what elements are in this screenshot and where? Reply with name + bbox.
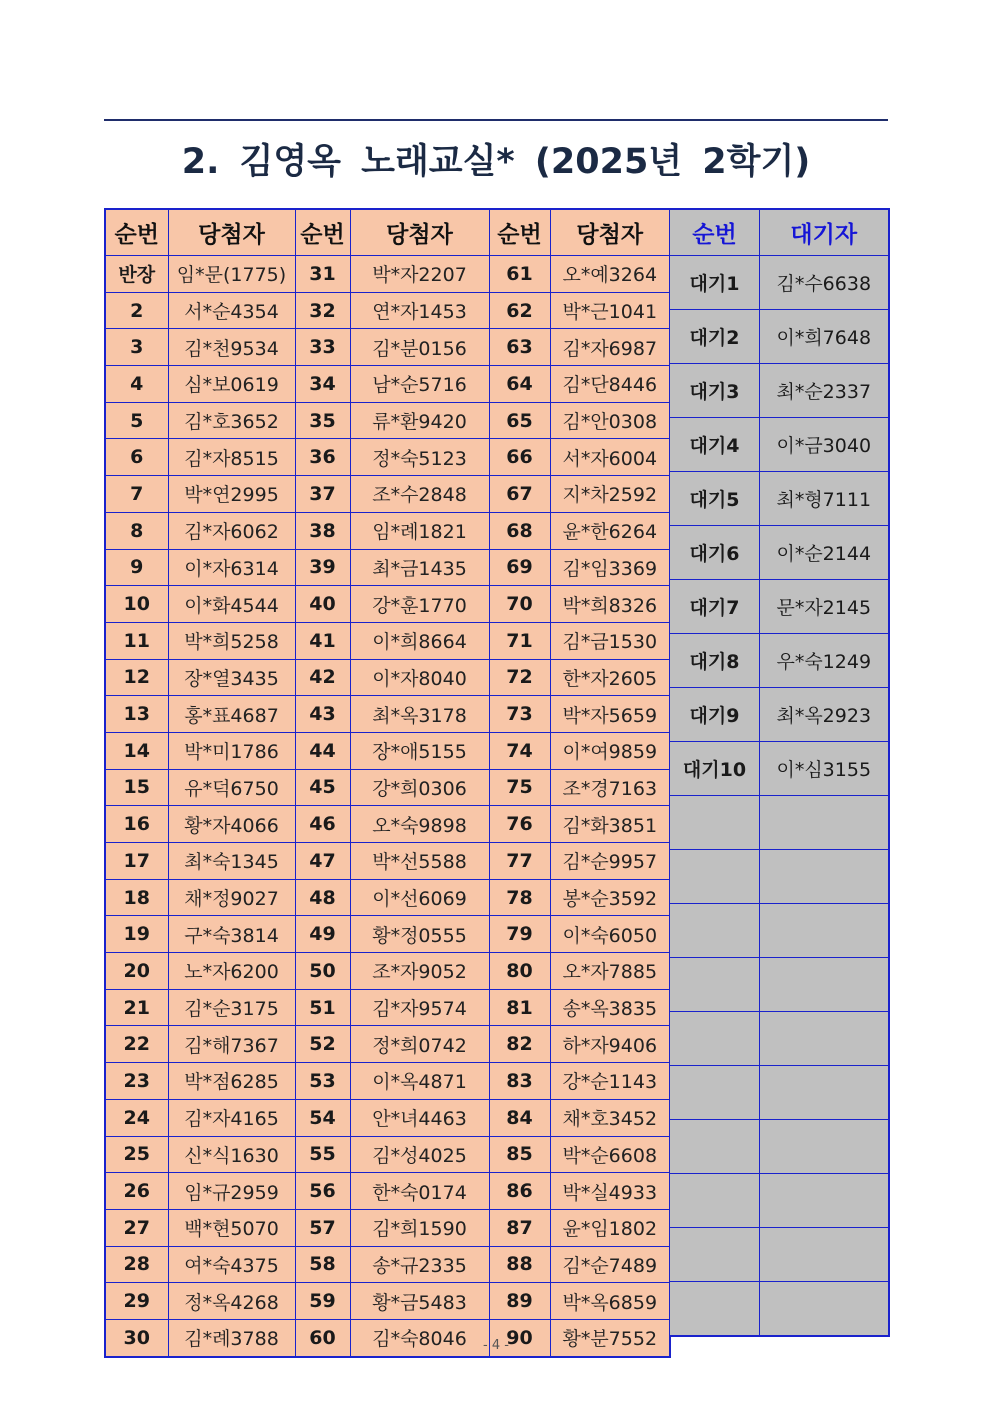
- row-number-cell: 87: [489, 1209, 550, 1246]
- row-number-cell: 44: [295, 732, 350, 769]
- winner-name-cell: 오*예3264: [550, 256, 670, 293]
- row-number-cell: 88: [489, 1246, 550, 1283]
- winner-name-cell: 강*희0306: [350, 769, 489, 806]
- row-number-cell: 13: [105, 696, 168, 733]
- wait-number-cell: [670, 1012, 760, 1066]
- wait-number-cell: [670, 1228, 760, 1282]
- table-row: [105, 329, 670, 366]
- table-row: [105, 256, 670, 293]
- waitlist-row: [670, 472, 889, 526]
- table-row: [105, 586, 670, 623]
- winner-name-cell: 김*해7367: [168, 1026, 295, 1063]
- wait-number-cell: [670, 1282, 760, 1337]
- winner-name-cell: 임*규2959: [168, 1173, 295, 1210]
- winner-name-cell: 조*수2848: [350, 476, 489, 513]
- winner-name-cell: 유*덕6750: [168, 769, 295, 806]
- row-number-cell: 12: [105, 659, 168, 696]
- row-number-cell: 55: [295, 1136, 350, 1173]
- row-number-cell: 11: [105, 622, 168, 659]
- winner-name-cell: 박*근1041: [550, 292, 670, 329]
- winner-name-cell: 김*임3369: [550, 549, 670, 586]
- row-number-cell: 47: [295, 843, 350, 880]
- wait-number-cell: 대기10: [670, 742, 760, 796]
- winner-name-cell: 안*녀4463: [350, 1099, 489, 1136]
- waiter-name-cell: 최*옥2923: [760, 688, 889, 742]
- row-number-cell: 33: [295, 329, 350, 366]
- table-row: [105, 696, 670, 733]
- row-number-cell: 26: [105, 1173, 168, 1210]
- row-number-cell: 64: [489, 366, 550, 403]
- winner-name-cell: 김*호3652: [168, 402, 295, 439]
- winner-name-cell: 채*호3452: [550, 1099, 670, 1136]
- row-number-cell: 54: [295, 1099, 350, 1136]
- wait-number-cell: [670, 850, 760, 904]
- row-number-cell: 31: [295, 256, 350, 293]
- header-winner-2: 당첨자: [350, 209, 489, 256]
- row-number-cell: 14: [105, 732, 168, 769]
- table-row: [105, 402, 670, 439]
- winner-name-cell: 구*숙3814: [168, 916, 295, 953]
- table-row: [105, 476, 670, 513]
- row-number-cell: 73: [489, 696, 550, 733]
- row-number-cell: 63: [489, 329, 550, 366]
- row-number-cell: 30: [105, 1319, 168, 1356]
- waiter-name-cell: 문*자2145: [760, 580, 889, 634]
- winner-name-cell: 최*금1435: [350, 549, 489, 586]
- wait-number-cell: 대기6: [670, 526, 760, 580]
- row-number-cell: 89: [489, 1283, 550, 1320]
- waitlist-row: [670, 688, 889, 742]
- winner-name-cell: 김*자4165: [168, 1099, 295, 1136]
- winner-name-cell: 강*순1143: [550, 1063, 670, 1100]
- waiter-name-cell: 이*순2144: [760, 526, 889, 580]
- winner-name-cell: 봉*순3592: [550, 879, 670, 916]
- row-number-cell: 67: [489, 476, 550, 513]
- row-number-cell: 82: [489, 1026, 550, 1063]
- waitlist-row: [670, 634, 889, 688]
- winner-name-cell: 김*례3788: [168, 1319, 295, 1356]
- wait-number-cell: [670, 1174, 760, 1228]
- row-number-cell: 9: [105, 549, 168, 586]
- winner-name-cell: 정*희0742: [350, 1026, 489, 1063]
- wait-number-cell: 대기3: [670, 364, 760, 418]
- row-number-cell: 20: [105, 953, 168, 990]
- row-number-cell: 61: [489, 256, 550, 293]
- row-number-cell: 39: [295, 549, 350, 586]
- winner-name-cell: 김*금1530: [550, 622, 670, 659]
- row-number-cell: 76: [489, 806, 550, 843]
- row-number-cell: 59: [295, 1283, 350, 1320]
- header-num-2: 순번: [295, 209, 350, 256]
- header-wait-num: 순번: [670, 209, 760, 256]
- table-row: [105, 1283, 670, 1320]
- winner-name-cell: 남*순5716: [350, 366, 489, 403]
- winner-name-cell: 이*여9859: [550, 732, 670, 769]
- row-number-cell: 40: [295, 586, 350, 623]
- waitlist-row: [670, 1282, 889, 1337]
- winner-name-cell: 김*단8446: [550, 366, 670, 403]
- waiter-name-cell: 이*희7648: [760, 310, 889, 364]
- table-row: [105, 1063, 670, 1100]
- table-row: [105, 989, 670, 1026]
- row-number-cell: 24: [105, 1099, 168, 1136]
- row-number-cell: 46: [295, 806, 350, 843]
- winner-name-cell: 서*자6004: [550, 439, 670, 476]
- waitlist-row: [670, 418, 889, 472]
- winner-name-cell: 오*자7885: [550, 953, 670, 990]
- winner-name-cell: 이*옥4871: [350, 1063, 489, 1100]
- row-number-cell: 90: [489, 1319, 550, 1356]
- winner-name-cell: 황*금5483: [350, 1283, 489, 1320]
- winner-name-cell: 최*옥3178: [350, 696, 489, 733]
- winner-name-cell: 이*선6069: [350, 879, 489, 916]
- wait-number-cell: [670, 904, 760, 958]
- wait-number-cell: [670, 1120, 760, 1174]
- row-number-cell: 42: [295, 659, 350, 696]
- winner-name-cell: 심*보0619: [168, 366, 295, 403]
- row-number-cell: 56: [295, 1173, 350, 1210]
- waiter-name-cell: [760, 1228, 889, 1282]
- waitlist-row: [670, 850, 889, 904]
- waiter-name-cell: 우*숙1249: [760, 634, 889, 688]
- row-number-cell: 22: [105, 1026, 168, 1063]
- table-row: [105, 732, 670, 769]
- winner-name-cell: 서*순4354: [168, 292, 295, 329]
- row-number-cell: 68: [489, 512, 550, 549]
- winner-name-cell: 임*례1821: [350, 512, 489, 549]
- row-number-cell: 41: [295, 622, 350, 659]
- row-number-cell: 57: [295, 1209, 350, 1246]
- row-number-cell: 28: [105, 1246, 168, 1283]
- row-number-cell: 83: [489, 1063, 550, 1100]
- winner-name-cell: 연*자1453: [350, 292, 489, 329]
- top-rule: [104, 119, 888, 121]
- winner-name-cell: 박*점6285: [168, 1063, 295, 1100]
- winner-name-cell: 지*차2592: [550, 476, 670, 513]
- waitlist-row: [670, 580, 889, 634]
- row-number-cell: 65: [489, 402, 550, 439]
- row-number-cell: 23: [105, 1063, 168, 1100]
- winner-name-cell: 이*숙6050: [550, 916, 670, 953]
- winner-name-cell: 김*숙8046: [350, 1319, 489, 1356]
- winner-name-cell: 김*희1590: [350, 1209, 489, 1246]
- winner-name-cell: 정*숙5123: [350, 439, 489, 476]
- waitlist-row: [670, 796, 889, 850]
- winner-name-cell: 박*순6608: [550, 1136, 670, 1173]
- winner-name-cell: 박*희8326: [550, 586, 670, 623]
- header-winner-1: 당첨자: [168, 209, 295, 256]
- row-number-cell: 49: [295, 916, 350, 953]
- table-row: [105, 659, 670, 696]
- row-number-cell: 62: [489, 292, 550, 329]
- winner-name-cell: 류*환9420: [350, 402, 489, 439]
- row-number-cell: 72: [489, 659, 550, 696]
- row-number-cell: 45: [295, 769, 350, 806]
- table-row: [105, 769, 670, 806]
- winner-name-cell: 송*옥3835: [550, 989, 670, 1026]
- winner-name-cell: 김*순7489: [550, 1246, 670, 1283]
- waiter-name-cell: [760, 850, 889, 904]
- row-number-cell: 4: [105, 366, 168, 403]
- row-number-cell: 79: [489, 916, 550, 953]
- winner-name-cell: 오*숙9898: [350, 806, 489, 843]
- waiter-name-cell: [760, 958, 889, 1012]
- row-number-cell: 84: [489, 1099, 550, 1136]
- winner-name-cell: 박*미1786: [168, 732, 295, 769]
- winner-name-cell: 박*자2207: [350, 256, 489, 293]
- wait-number-cell: 대기2: [670, 310, 760, 364]
- waiter-name-cell: 김*수6638: [760, 256, 889, 310]
- wait-number-cell: 대기7: [670, 580, 760, 634]
- winner-name-cell: 김*화3851: [550, 806, 670, 843]
- table-row: [105, 806, 670, 843]
- row-number-cell: 50: [295, 953, 350, 990]
- winner-name-cell: 조*자9052: [350, 953, 489, 990]
- winner-name-cell: 박*자5659: [550, 696, 670, 733]
- table-row: [105, 843, 670, 880]
- row-number-cell: 17: [105, 843, 168, 880]
- winner-name-cell: 이*화4544: [168, 586, 295, 623]
- winner-name-cell: 김*순9957: [550, 843, 670, 880]
- winner-name-cell: 이*자6314: [168, 549, 295, 586]
- winner-name-cell: 여*숙4375: [168, 1246, 295, 1283]
- wait-number-cell: 대기9: [670, 688, 760, 742]
- header-waiter: 대기자: [760, 209, 889, 256]
- wait-number-cell: 대기8: [670, 634, 760, 688]
- table-row: [105, 366, 670, 403]
- winner-name-cell: 홍*표4687: [168, 696, 295, 733]
- waitlist-row: [670, 742, 889, 796]
- winners-table: [104, 208, 671, 1358]
- winner-name-cell: 한*숙0174: [350, 1173, 489, 1210]
- waiter-name-cell: 이*심3155: [760, 742, 889, 796]
- row-number-cell: 74: [489, 732, 550, 769]
- winner-name-cell: 황*정0555: [350, 916, 489, 953]
- waitlist-row: [670, 1228, 889, 1282]
- row-number-cell: 37: [295, 476, 350, 513]
- wait-number-cell: [670, 796, 760, 850]
- row-number-cell: 29: [105, 1283, 168, 1320]
- table-row: [105, 439, 670, 476]
- row-number-cell: 35: [295, 402, 350, 439]
- waitlist-row: [670, 1120, 889, 1174]
- waiter-name-cell: 최*순2337: [760, 364, 889, 418]
- winner-name-cell: 이*자8040: [350, 659, 489, 696]
- table-row: [105, 549, 670, 586]
- table-row: [105, 916, 670, 953]
- table-row: [105, 512, 670, 549]
- row-number-cell: 2: [105, 292, 168, 329]
- row-number-cell: 34: [295, 366, 350, 403]
- winner-name-cell: 김*분0156: [350, 329, 489, 366]
- winner-name-cell: 김*자6987: [550, 329, 670, 366]
- waitlist-row: [670, 1012, 889, 1066]
- winner-name-cell: 윤*한6264: [550, 512, 670, 549]
- winner-name-cell: 김*자9574: [350, 989, 489, 1026]
- row-number-cell: 86: [489, 1173, 550, 1210]
- row-number-cell: 51: [295, 989, 350, 1026]
- winner-name-cell: 정*옥4268: [168, 1283, 295, 1320]
- row-number-cell: 70: [489, 586, 550, 623]
- winner-name-cell: 이*희8664: [350, 622, 489, 659]
- waiter-name-cell: 최*형7111: [760, 472, 889, 526]
- winner-name-cell: 채*정9027: [168, 879, 295, 916]
- row-number-cell: 78: [489, 879, 550, 916]
- winner-name-cell: 노*자6200: [168, 953, 295, 990]
- waitlist-row: [670, 526, 889, 580]
- row-number-cell: 53: [295, 1063, 350, 1100]
- row-number-cell: 32: [295, 292, 350, 329]
- row-number-cell: 18: [105, 879, 168, 916]
- header-num-3: 순번: [489, 209, 550, 256]
- wait-number-cell: [670, 1066, 760, 1120]
- row-number-cell: 69: [489, 549, 550, 586]
- winner-name-cell: 박*실4933: [550, 1173, 670, 1210]
- row-number-cell: 25: [105, 1136, 168, 1173]
- waiter-name-cell: [760, 904, 889, 958]
- row-number-cell: 71: [489, 622, 550, 659]
- table-row: [105, 1026, 670, 1063]
- winner-name-cell: 장*애5155: [350, 732, 489, 769]
- row-number-cell: 3: [105, 329, 168, 366]
- waitlist-row: [670, 1066, 889, 1120]
- winner-name-cell: 윤*임1802: [550, 1209, 670, 1246]
- wait-number-cell: 대기1: [670, 256, 760, 310]
- winner-name-cell: 김*성4025: [350, 1136, 489, 1173]
- header-winner-3: 당첨자: [550, 209, 670, 256]
- winner-name-cell: 박*선5588: [350, 843, 489, 880]
- row-number-cell: 21: [105, 989, 168, 1026]
- waitlist-row: [670, 904, 889, 958]
- row-number-cell: 66: [489, 439, 550, 476]
- waiter-name-cell: 이*금3040: [760, 418, 889, 472]
- winner-name-cell: 김*자8515: [168, 439, 295, 476]
- row-number-cell: 60: [295, 1319, 350, 1356]
- waiter-name-cell: [760, 796, 889, 850]
- table-row: [105, 1099, 670, 1136]
- waitlist-row: [670, 256, 889, 310]
- winner-name-cell: 박*희5258: [168, 622, 295, 659]
- winner-name-cell: 김*순3175: [168, 989, 295, 1026]
- waiter-name-cell: [760, 1066, 889, 1120]
- row-number-cell: 48: [295, 879, 350, 916]
- wait-number-cell: 대기4: [670, 418, 760, 472]
- page-number: - 4 -: [483, 1338, 509, 1353]
- winner-name-cell: 김*안0308: [550, 402, 670, 439]
- winner-name-cell: 임*문(1775): [168, 256, 295, 293]
- row-number-cell: 27: [105, 1209, 168, 1246]
- winner-name-cell: 조*경7163: [550, 769, 670, 806]
- winner-name-cell: 신*식1630: [168, 1136, 295, 1173]
- winner-name-cell: 백*현5070: [168, 1209, 295, 1246]
- waiter-name-cell: [760, 1174, 889, 1228]
- waitlist-row: [670, 958, 889, 1012]
- row-number-cell: 85: [489, 1136, 550, 1173]
- wait-number-cell: [670, 958, 760, 1012]
- row-number-cell: 반장: [105, 256, 168, 293]
- waitlist-header-row: [670, 209, 889, 256]
- winner-name-cell: 김*자6062: [168, 512, 295, 549]
- winner-name-cell: 하*자9406: [550, 1026, 670, 1063]
- row-number-cell: 5: [105, 402, 168, 439]
- waitlist-table: [669, 208, 890, 1337]
- table-row: [105, 622, 670, 659]
- winner-name-cell: 박*옥6859: [550, 1283, 670, 1320]
- row-number-cell: 80: [489, 953, 550, 990]
- wait-number-cell: 대기5: [670, 472, 760, 526]
- winner-name-cell: 강*훈1770: [350, 586, 489, 623]
- table-row: [105, 879, 670, 916]
- table-row: [105, 1209, 670, 1246]
- winner-name-cell: 최*숙1345: [168, 843, 295, 880]
- winner-name-cell: 김*천9534: [168, 329, 295, 366]
- waitlist-row: [670, 310, 889, 364]
- page-title: 2. 김영옥 노래교실* (2025년 2학기): [181, 142, 811, 182]
- header-num-1: 순번: [105, 209, 168, 256]
- table-row: [105, 292, 670, 329]
- winner-name-cell: 장*열3435: [168, 659, 295, 696]
- row-number-cell: 58: [295, 1246, 350, 1283]
- waitlist-row: [670, 1174, 889, 1228]
- waiter-name-cell: [760, 1120, 889, 1174]
- row-number-cell: 16: [105, 806, 168, 843]
- row-number-cell: 7: [105, 476, 168, 513]
- winners-header-row: [105, 209, 670, 256]
- winner-name-cell: 황*자4066: [168, 806, 295, 843]
- row-number-cell: 75: [489, 769, 550, 806]
- table-row: [105, 1136, 670, 1173]
- row-number-cell: 10: [105, 586, 168, 623]
- row-number-cell: 15: [105, 769, 168, 806]
- row-number-cell: 81: [489, 989, 550, 1026]
- row-number-cell: 8: [105, 512, 168, 549]
- table-row: [105, 1173, 670, 1210]
- waiter-name-cell: [760, 1012, 889, 1066]
- row-number-cell: 52: [295, 1026, 350, 1063]
- waiter-name-cell: [760, 1282, 889, 1337]
- row-number-cell: 19: [105, 916, 168, 953]
- winner-name-cell: 황*분7552: [550, 1319, 670, 1356]
- winner-name-cell: 한*자2605: [550, 659, 670, 696]
- row-number-cell: 6: [105, 439, 168, 476]
- row-number-cell: 38: [295, 512, 350, 549]
- winner-name-cell: 송*규2335: [350, 1246, 489, 1283]
- waitlist-row: [670, 364, 889, 418]
- table-row: [105, 953, 670, 990]
- table-row: [105, 1246, 670, 1283]
- row-number-cell: 43: [295, 696, 350, 733]
- row-number-cell: 77: [489, 843, 550, 880]
- row-number-cell: 36: [295, 439, 350, 476]
- winner-name-cell: 박*연2995: [168, 476, 295, 513]
